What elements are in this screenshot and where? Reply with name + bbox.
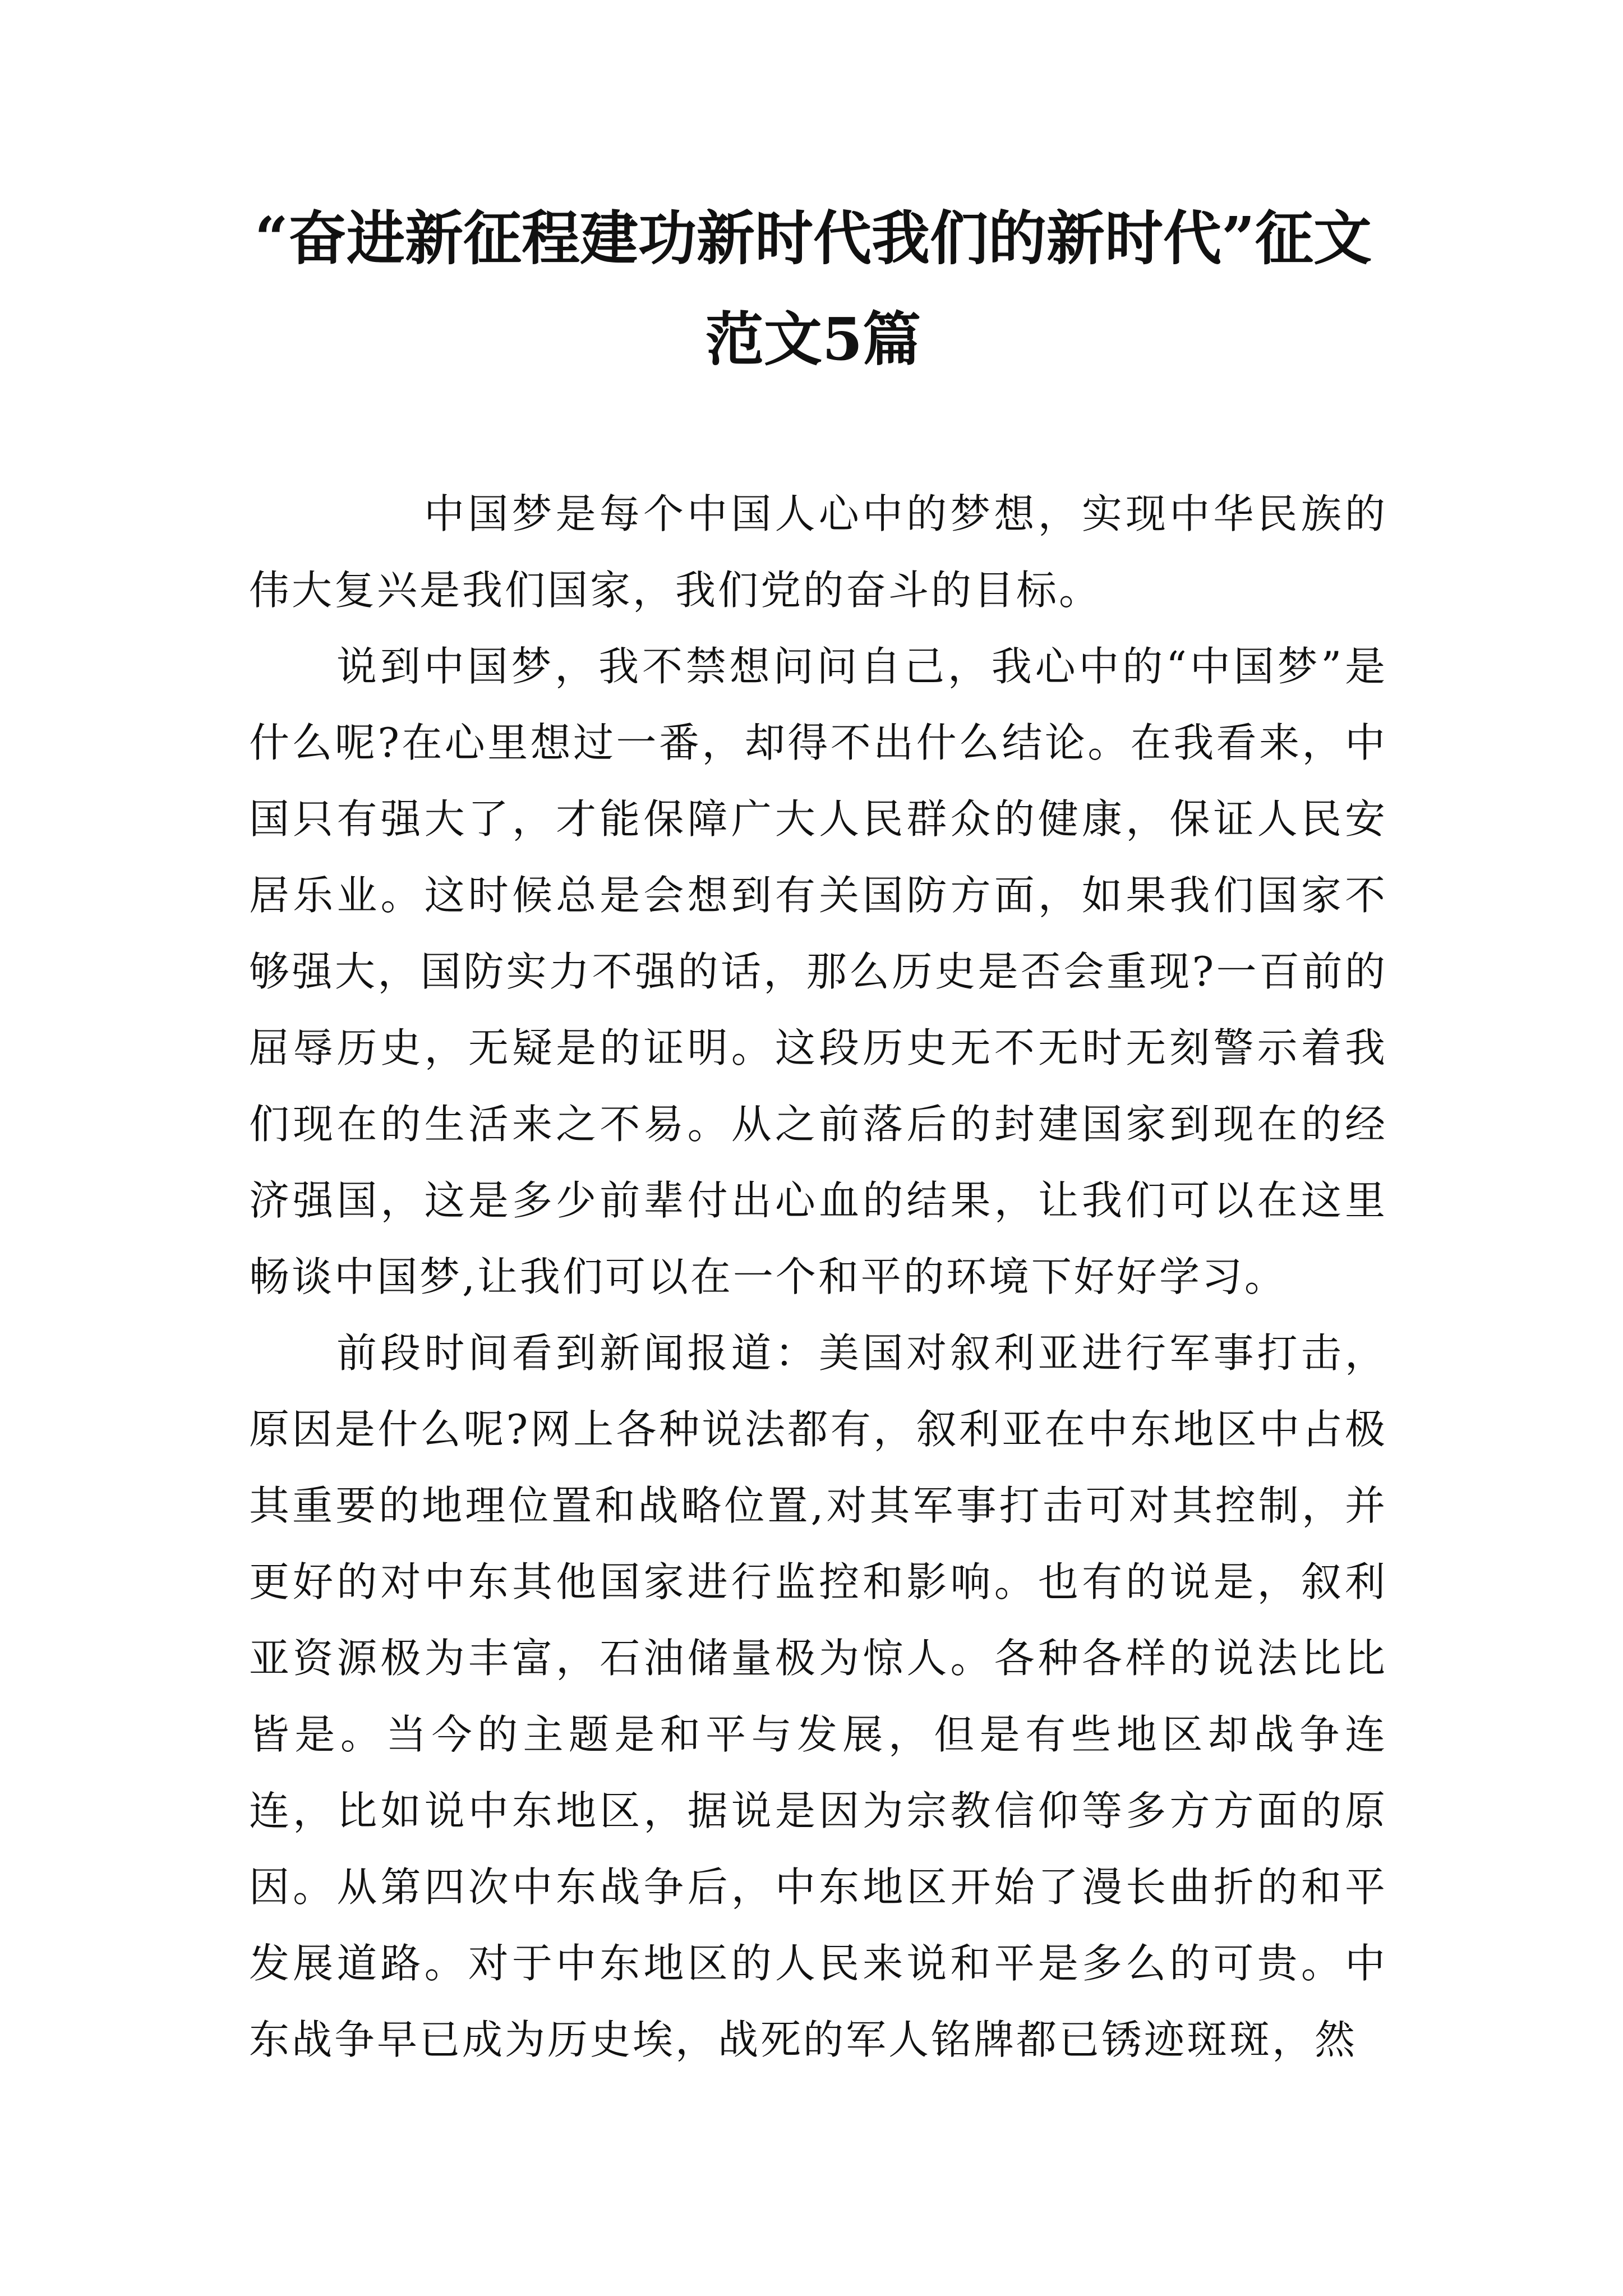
document-title: “奋进新征程建功新时代我们的新时代”征文范文5篇 — [255, 204, 1372, 374]
paragraph-1: 中国梦是每个中国人心中的梦想，实现中华民族的伟大复兴是我们国家，我们党的奋斗的目标。 — [249, 490, 1387, 614]
paragraph-2: 说到中国梦，我不禁想问问自己，我心中的“中国梦”是什么呢?在心里想过一番，却得不出什么结论。在我看来，中国只有强大了，才能保障广大人民群众的健康，保证人民安居乐业。这时候总是会想到有关国防方面，如果我们国家不够强大，国防实力不强的话，那么历史是否会重现?一百前的屈辱历史，无疑是的证明。这段历史无不无时无刻警示着我们现在的生活来之不易。从之前落后的封建国家到现在的经济强国，这是多少前辈付出心血的结果，让我们可以在这里畅谈中国梦,让我们可以在一个和平的环境下好好学习。 — [249, 643, 1387, 1300]
paragraph-3: 前段时间看到新闻报道：美国对叙利亚进行军事打击，原因是什么呢?网上各种说法都有，叙利亚在中东地区中占极其重要的地理位置和战略位置,对其军事打击可对其控制，并更好的对中东其他国家进行监控和影响。也有的说是，叙利亚资源极为丰富，石油储量极为惊人。各种各样的说法比比皆是。当今的主题是和平与发展，但是有些地区却战争连连，比如说中东地区，据说是因为宗教信仰等多方方面的原因。从第四次中东战争后，中东地区开始了漫长曲折的和平发展道路。对于中东地区的人民来说和平是多么的可贵。中东战争早已成为历史埃，战死的军人铭牌都已锈迹斑斑，然 — [249, 1329, 1387, 2063]
document-body — [249, 476, 1387, 2078]
